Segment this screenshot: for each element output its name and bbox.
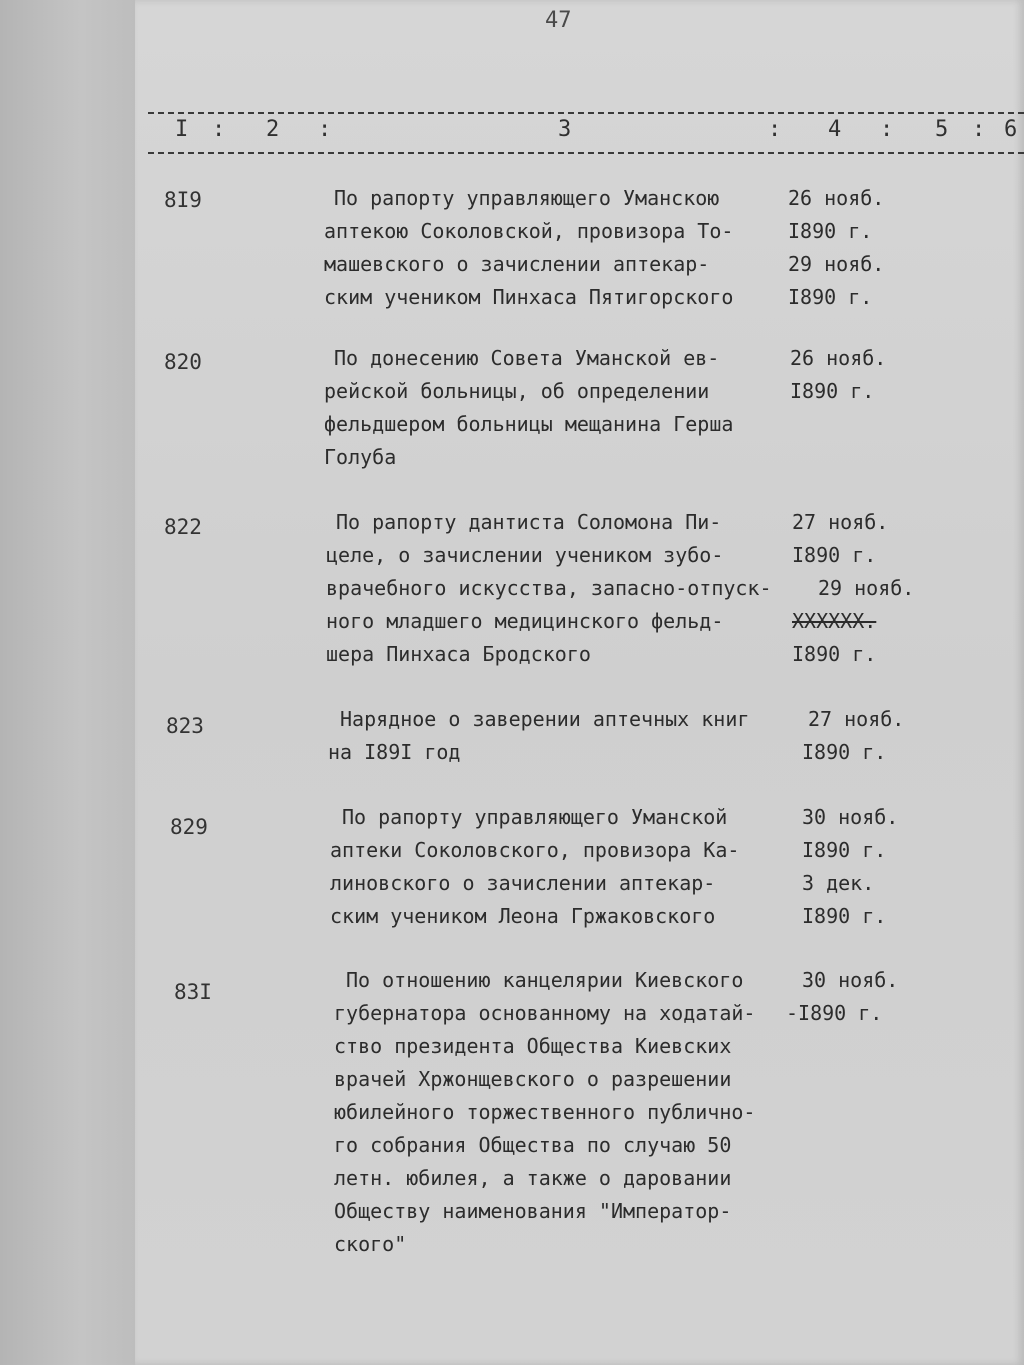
entry-text-line: губернатора основанному на ходатай- — [334, 1001, 756, 1025]
page-number: 47 — [545, 8, 572, 33]
entry-text-line: машевского о зачислении аптекар- — [324, 252, 710, 276]
entry-date-line: 29 нояб. — [788, 252, 885, 276]
entry-date-line: I890 г. — [792, 543, 877, 567]
entry-text-line: юбилейного торжественного публично- — [334, 1100, 756, 1124]
entry-text-line: го собрания Общества по случаю 50 — [334, 1133, 732, 1157]
header-rule-bottom — [148, 152, 1024, 154]
entry-text-line: линовского о зачислении аптекар- — [330, 871, 716, 895]
entry-text-line: По рапорту управляющего Уманскою — [334, 186, 720, 210]
col-sep-2: : — [318, 117, 332, 142]
entry-date-line: 26 нояб. — [790, 346, 887, 370]
entry-date-line: 29 нояб. — [818, 576, 915, 600]
entry-text-line: врачей Хржонщевского о разрешении — [334, 1067, 732, 1091]
col-sep-3: : — [768, 117, 782, 142]
entry-text-line: целе, о зачислении учеником зубо- — [326, 543, 724, 567]
col-sep-5: : — [972, 117, 986, 142]
entry-text-line: фельдшером больницы мещанина Герша — [324, 412, 734, 436]
entry-date-line: 3 дек. — [802, 871, 875, 895]
entry-date-line: I890 г. — [788, 219, 873, 243]
col-head-4: 4 — [828, 117, 842, 142]
entry-date-line: 27 нояб. — [792, 510, 889, 534]
entry-text-line: Обществу наименования "Император- — [334, 1199, 732, 1223]
entry-text-line: По донесению Совета Уманской ев- — [334, 346, 720, 370]
col-head-6: 6 — [1004, 117, 1018, 142]
entry-text-line: аптекою Соколовской, провизора То- — [324, 219, 734, 243]
entry-text-line: ского" — [334, 1232, 407, 1256]
entry-text-line: По отношению канцелярии Киевского — [346, 968, 744, 992]
entry-number: 820 — [164, 350, 202, 374]
entry-text-line: шера Пинхаса Бродского — [326, 642, 591, 666]
col-head-1: I — [175, 117, 189, 142]
entry-text-line: ским учеником Пинхаса Пятигорского — [324, 285, 734, 309]
entry-text-line: По рапорту дантиста Соломона Пи- — [336, 510, 722, 534]
entry-text-line: летн. юбилея, а также о даровании — [334, 1166, 732, 1190]
entry-text-line: ским учеником Леона Гржаковского — [330, 904, 716, 928]
entry-text-line: на I89I год — [328, 740, 461, 764]
entry-date-line: I890 г. — [802, 904, 887, 928]
entry-number: 8I9 — [164, 188, 202, 212]
col-sep-1: : — [212, 117, 226, 142]
entry-text-line: врачебного искусства, запасно-отпуск- — [326, 576, 772, 600]
entry-date-line: 30 нояб. — [802, 968, 899, 992]
entry-date-line: I890 г. — [790, 379, 875, 403]
entry-date-line: 27 нояб. — [808, 707, 905, 731]
entry-number: 829 — [170, 815, 208, 839]
entry-text-line: аптеки Соколовского, провизора Ка- — [330, 838, 740, 862]
entry-date-line: I890 г. — [802, 740, 887, 764]
entry-text-line: рейской больницы, об определении — [324, 379, 710, 403]
col-head-5: 5 — [935, 117, 949, 142]
entry-date-line: I890 г. — [802, 838, 887, 862]
book-gutter — [0, 0, 135, 1365]
entry-date-line: I890 г. — [788, 285, 873, 309]
entry-date-line: I890 г. — [792, 642, 877, 666]
entry-text-line: Голуба — [324, 445, 397, 469]
entry-number: 822 — [164, 515, 202, 539]
entry-date-line: 26 нояб. — [788, 186, 885, 210]
entry-text-line: Нарядное о заверении аптечных книг — [340, 707, 750, 731]
entry-text-line: ство президента Общества Киевских — [334, 1034, 732, 1058]
col-sep-4: : — [880, 117, 894, 142]
col-head-2: 2 — [266, 117, 280, 142]
entry-date-line: -I890 г. — [786, 1001, 883, 1025]
entry-number: 823 — [166, 714, 204, 738]
col-head-3: 3 — [558, 117, 572, 142]
entry-date-line-struck: XXXXXX. — [792, 609, 877, 633]
entry-number: 83I — [174, 980, 212, 1004]
entry-date-line: 30 нояб. — [802, 805, 899, 829]
header-rule-top — [148, 112, 1024, 114]
entry-text-line: По рапорту управляющего Уманской — [342, 805, 728, 829]
entry-text-line: ного младшего медицинского фельд- — [326, 609, 724, 633]
